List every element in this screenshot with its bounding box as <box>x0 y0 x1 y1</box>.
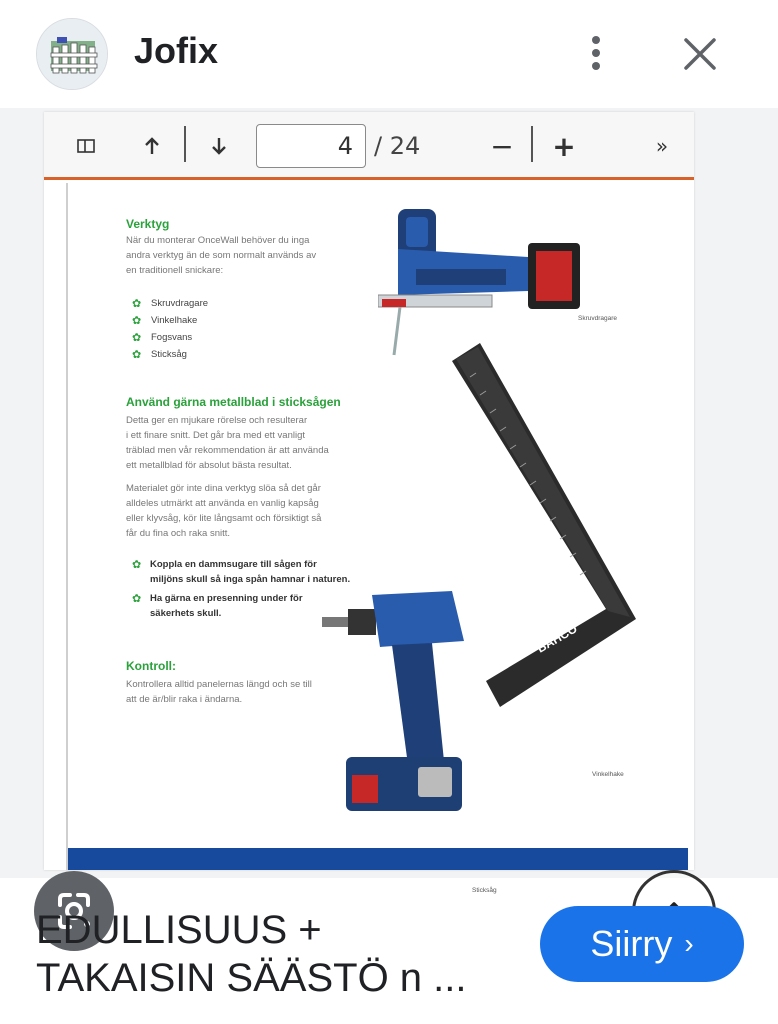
title-line: TAKAISIN SÄÄSTÖ n ... <box>36 956 467 1000</box>
title-line: EDULLISUUS + <box>36 908 322 952</box>
page-footer-bar <box>68 848 688 870</box>
list-item-label: Vinkelhake <box>151 315 198 326</box>
gear-icon: ✿ <box>132 297 142 310</box>
more-vert-icon-dot <box>592 49 600 57</box>
paragraph-verktyg <box>126 233 316 278</box>
tip-vacuum <box>150 557 350 587</box>
drill-image <box>322 585 502 825</box>
caption-square: Vinkelhake <box>592 771 624 778</box>
close-button[interactable] <box>680 34 720 74</box>
arrow-up-icon <box>144 137 160 155</box>
fence-logo-icon <box>37 19 108 90</box>
text-line: Ha gärna en presenning under för <box>150 593 303 604</box>
zoom-out-button[interactable]: − <box>490 129 514 163</box>
heading-verktyg: Verktyg <box>126 217 170 231</box>
sidebar-toggle-button[interactable] <box>74 130 98 162</box>
list-item <box>132 346 208 363</box>
caption-jigsaw: Skruvdragare <box>578 315 618 322</box>
more-vert-icon-dot <box>592 62 600 70</box>
visit-button-label: Siirry <box>590 923 673 964</box>
text-line: säkerhets skull. <box>150 608 222 619</box>
previous-page-button[interactable] <box>140 130 164 162</box>
gear-icon: ✿ <box>132 559 142 571</box>
text-line: i ett finare snitt. Det går bra med ett vanligt <box>126 430 306 441</box>
toolbar-divider <box>531 126 533 162</box>
text-line: Koppla en dammsugare till sågen för <box>150 559 317 570</box>
paragraph-kontroll <box>126 677 312 707</box>
text-line: Kontrollera alltid panelernas längd och se till <box>126 679 312 690</box>
next-page-button[interactable] <box>207 130 231 162</box>
page-total: / 24 <box>374 132 421 160</box>
text-line: Detta ger en mjukare rörelse och resulterar <box>126 415 308 426</box>
text-line: träblad men vår rekommendation är att använda <box>126 445 329 456</box>
heading-metallblad: Använd gärna metallblad i sticksågen <box>126 395 341 409</box>
tip-tarp <box>150 591 303 621</box>
list-item <box>132 312 208 329</box>
text-line: en traditionell snickare: <box>126 265 224 276</box>
jigsaw-image <box>378 199 588 359</box>
list-item <box>132 295 208 312</box>
text-line: ett metallblad för absolut bästa resultat. <box>126 460 292 471</box>
pdf-viewer <box>44 112 694 894</box>
paragraph-metallblad-2 <box>126 481 321 541</box>
visit-button[interactable] <box>540 906 744 982</box>
toolbar-divider <box>184 126 186 162</box>
arrow-down-icon <box>211 137 227 155</box>
text-line: får du fina och raka snitt. <box>126 528 231 539</box>
site-avatar[interactable] <box>36 18 108 90</box>
text-line: alldeles utmärkt att använda en vanlig kapsåg <box>126 498 319 509</box>
caption-drill: Sticksåg <box>472 887 497 894</box>
image-preview[interactable] <box>0 108 778 894</box>
result-title[interactable] <box>36 906 506 1002</box>
text-line: att de är/blir raka i ändarna. <box>126 694 243 705</box>
list-item-label: Skruvdragare <box>151 298 209 309</box>
gear-icon: ✿ <box>132 348 142 361</box>
pdf-page <box>66 183 686 894</box>
more-tools-button[interactable]: » <box>655 134 669 158</box>
heading-kontroll: Kontroll: <box>126 659 176 673</box>
text-line: andra verktyg än de som normalt används av <box>126 250 317 261</box>
close-icon <box>680 34 720 74</box>
gear-icon: ✿ <box>132 593 142 605</box>
list-item <box>132 329 208 346</box>
chevron-right-icon: › <box>684 928 694 959</box>
sidebar-icon <box>77 139 95 153</box>
more-vert-icon <box>592 36 600 44</box>
gear-icon: ✿ <box>132 331 142 344</box>
text-line: Materialet gör inte dina verktyg slöa så det går <box>126 483 321 494</box>
paragraph-metallblad-1 <box>126 413 329 473</box>
gear-icon: ✿ <box>132 314 142 327</box>
square-brand: BAHCO <box>534 621 580 656</box>
text-line: När du monterar OnceWall behöver du inga <box>126 235 310 246</box>
zoom-in-button[interactable]: + <box>552 129 576 163</box>
list-item-label: Sticksåg <box>151 349 187 360</box>
list-item-label: Fogsvans <box>151 332 193 343</box>
more-options-button[interactable] <box>576 30 616 76</box>
header <box>0 0 778 108</box>
tool-list <box>132 295 208 363</box>
site-name: Jofix <box>134 30 219 71</box>
pdf-toolbar <box>44 112 694 180</box>
page-number-input[interactable]: 4 <box>256 124 366 168</box>
text-line: eller klyvsåg, kör lite långsamt och försiktigt så <box>126 513 322 524</box>
text-line: miljöns skull så inga spån hamnar i naturen. <box>150 574 351 585</box>
